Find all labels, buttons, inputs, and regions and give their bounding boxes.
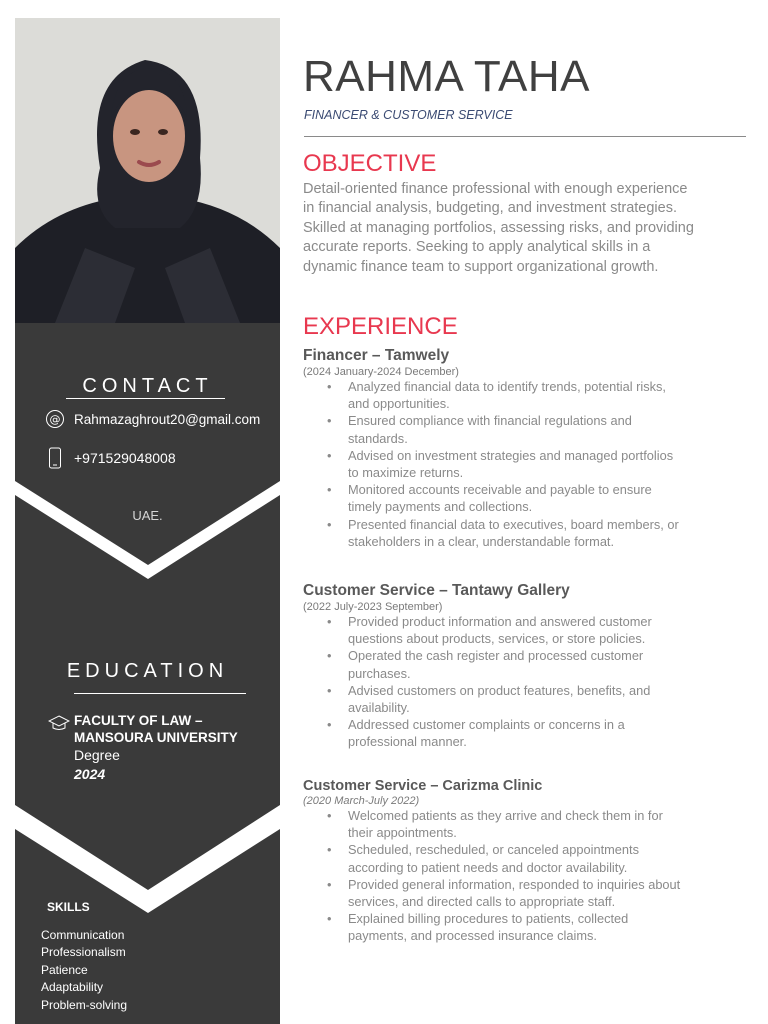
- objective-line: dynamic finance team to support organizational growth.: [303, 258, 659, 275]
- education-degree: Degree: [74, 747, 120, 763]
- objective-line: accurate reports. Seeking to apply analytical skills in a: [303, 239, 651, 256]
- job-bullet: • Addressed customer complaints or concerns in a professional manner.: [303, 716, 748, 750]
- location-text: UAE.: [132, 508, 163, 523]
- job-bullet: • Scheduled, rescheduled, or canceled appointments according to patient needs and doctor availability.: [303, 841, 748, 875]
- objective-text: [303, 180, 753, 277]
- header-rule: [304, 136, 746, 137]
- job-bullets: [303, 378, 753, 550]
- education-heading: EDUCATION: [66, 660, 229, 682]
- job-entry: [303, 347, 753, 550]
- job-bullet: • Explained billing procedures to patients, collected payments, and processed insurance claims.: [303, 910, 748, 944]
- job-title: Customer Service – Tantawy Gallery: [303, 582, 570, 599]
- candidate-role: FINANCER & CUSTOMER SERVICE: [304, 108, 513, 122]
- at-icon: [44, 408, 66, 430]
- graduation-cap-icon: [48, 713, 70, 738]
- job-bullet: • Operated the cash register and processed customer purchases.: [303, 647, 748, 681]
- job-bullet: • Welcomed patients as they arrive and check them in for their appointments.: [303, 807, 748, 841]
- skill-item: Patience: [41, 962, 88, 977]
- job-bullet: • Monitored accounts receivable and payable to ensure timely payments and collections.: [303, 481, 748, 515]
- education-rule: [74, 693, 246, 694]
- phone-icon: [44, 447, 66, 469]
- education-entry: [48, 713, 238, 782]
- job-entry: [303, 582, 753, 751]
- skills-heading: SKILLS: [47, 900, 90, 914]
- job-bullet: • Advised on investment strategies and managed portfolios to maximize returns.: [303, 447, 748, 481]
- job-bullet: • Ensured compliance with financial regulations and standards.: [303, 412, 748, 446]
- skill-item: Professionalism: [41, 945, 126, 960]
- email-row: [44, 408, 260, 430]
- contact-rule: [66, 398, 225, 399]
- job-date: (2020 March-July 2022): [303, 795, 420, 807]
- objective-line: Skilled at managing portfolios, assessing risks, and providing: [303, 219, 694, 236]
- education-school-line1: FACULTY OF LAW –: [74, 713, 203, 728]
- objective-title: OBJECTIVE: [303, 150, 437, 177]
- objective-line: Detail-oriented finance professional with enough experience: [303, 181, 688, 197]
- job-bullets: [303, 807, 753, 945]
- skill-item: Adaptability: [41, 980, 104, 995]
- job-title: Customer Service – Carizma Clinic: [303, 778, 543, 794]
- job-bullet: • Advised customers on product features, benefits, and availability.: [303, 682, 748, 716]
- education-school-line2: MANSOURA UNIVERSITY: [74, 730, 238, 745]
- job-bullet: • Provided general information, responded to inquiries about services, and directed calls to appropriate staff.: [303, 876, 748, 910]
- job-entry: [303, 778, 753, 945]
- contact-heading: CONTACT: [82, 375, 213, 397]
- job-date: (2022 July-2023 September): [303, 601, 443, 613]
- skills-list: [41, 927, 127, 1014]
- job-bullet: • Provided product information and answered customer questions about products, services, or store policies.: [303, 613, 748, 647]
- job-date: (2024 January-2024 December): [303, 366, 459, 378]
- job-title: Financer – Tamwely: [303, 347, 450, 364]
- phone-text[interactable]: +971529048008: [74, 450, 176, 466]
- job-bullet: • Analyzed financial data to identify trends, potential risks, and opportunities.: [303, 378, 748, 412]
- svg-text:@: @: [49, 413, 61, 426]
- skill-item: Communication: [41, 928, 125, 942]
- phone-row: [44, 447, 176, 469]
- job-bullets: [303, 613, 753, 751]
- profile-photo: [15, 18, 280, 323]
- skill-item: Problem-solving: [41, 997, 128, 1012]
- email-text[interactable]: Rahmazaghrout20@gmail.com: [74, 411, 261, 427]
- candidate-name: RAHMA TAHA: [303, 52, 590, 101]
- job-bullet: • Presented financial data to executives, board members, or stakeholders in a clear, understandable format.: [303, 516, 748, 550]
- objective-line: in financial analysis, budgeting, and investment strategies.: [303, 200, 677, 217]
- experience-title: EXPERIENCE: [303, 313, 458, 340]
- education-year: 2024: [74, 766, 106, 782]
